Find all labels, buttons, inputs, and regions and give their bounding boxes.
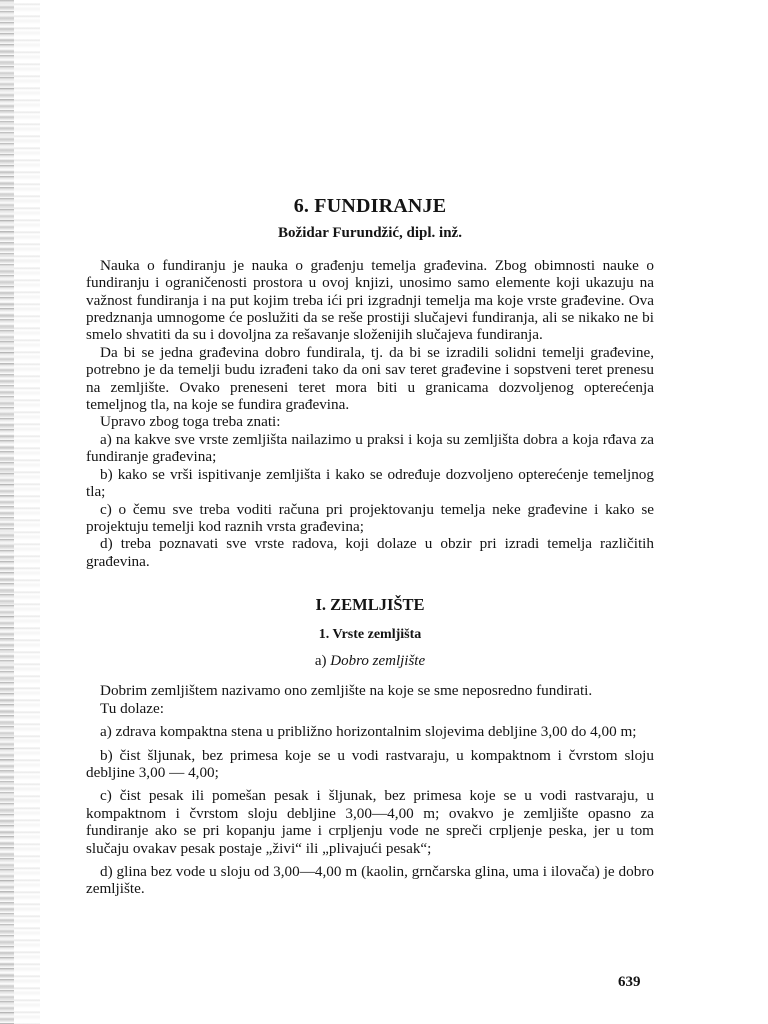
section-heading: I. ZEMLJIŠTE: [315, 595, 425, 615]
intro-list-item: a) na kakve sve vrste zemljišta nailazimo u praksi i koja su zemljišta dobra a koja rđava za fundiranje građevina;: [86, 430, 654, 466]
page-content: [86, 195, 654, 898]
subsection-heading: 1. Vrste zemljišta: [318, 626, 422, 642]
intro-list-item: d) treba poznavati sve vrste radova, koji dolaze u obzir pri izradi temelja različitih građevina.: [86, 535, 654, 570]
section-paragraph: Dobrim zemljištem nazivamo ono zemljište na koje se sme neposredno fundirati.: [100, 682, 593, 700]
section-list-item: a) zdrava kompaktna stena u približno horizontalnim slojevima debljine 3,00 do 4,00 m;: [100, 723, 637, 741]
section-list-item: b) čist šljunak, bez primesa koje se u vodi rastvaraju, u kompaktnom i čvrstom sloju debljine 3,00 — 4,00;: [86, 746, 654, 781]
intro-paragraph: Da bi se jedna građevina dobro fundirala, tj. da bi se izradili solidni temelji građevine, potrebno je da temelji budu izrađeni tako da oni sav teret građevine i sopstveni teret prenesu na zemljište. Ovako preneseni teret mora biti u granicama dozvoljenog opterećenja temeljnog tla, na koje se fundira građevina.: [86, 343, 654, 414]
subsubsection-text: a) Dobro zemljište: [314, 652, 426, 669]
chapter-title: 6. FUNDIRANJE: [293, 195, 447, 217]
subsubsection-heading: [86, 653, 654, 670]
chapter-author: Božidar Furundžić, dipl. inž.: [278, 225, 462, 242]
section-paragraph: Tu dolaze:: [100, 699, 164, 717]
intro-list-item: c) o čemu sve treba voditi računa pri projektovanju temelja neke građevine i kako se projektuju temelji kod raznih vrsta građevina;: [86, 500, 654, 535]
intro-paragraph: Nauka o fundiranju je nauka o građenju temelja građevina. Zbog obimnosti nauke o fundiranju i ograničenosti prostora u ovoj knjizi, unosimo samo elemente koji ukazuju na važnost fundiranja i na put kojim treba ići pri izgradnji temelja ma koje vrste građevine. Ova predznanja umnogome će poslužiti da se reše prostiji slučajevi fundiranja, ali se nikako ne bi smelo shvatiti da su i dovoljna za rešavanje složenijih slučajeva fundiranja.: [86, 256, 654, 344]
intro-paragraph: Upravo zbog toga treba znati:: [100, 413, 281, 431]
subsubsection-italic: Dobro zemljište: [330, 652, 426, 669]
page-number: 639: [618, 974, 641, 990]
scan-edge-dark: [0, 0, 14, 1024]
section-list-item: d) glina bez vode u sloju od 3,00—4,00 m (kaolin, grnčarska glina, uma i ilovača) je dobro zemljište.: [86, 863, 654, 898]
intro-list-item: b) kako se vrši ispitivanje zemljišta i kako se određuje dozvoljeno opterećenje temeljnog tla;: [86, 465, 654, 501]
section-list-item: c) čist pesak ili pomešan pesak i šljunak, bez primesa koje se u vodi rastvaraju, u kompaktnom i čvrstom sloju debljine 3,00—4,00 m; ovakvo je zemljište opasno za fundiranje ako se pri kopanju jame i crpljenju vode ne spreči crpljenje peska, jer u tom slučaju ovakav pesak postaje „živi“ ili „plivajući pesak“;: [86, 787, 654, 857]
